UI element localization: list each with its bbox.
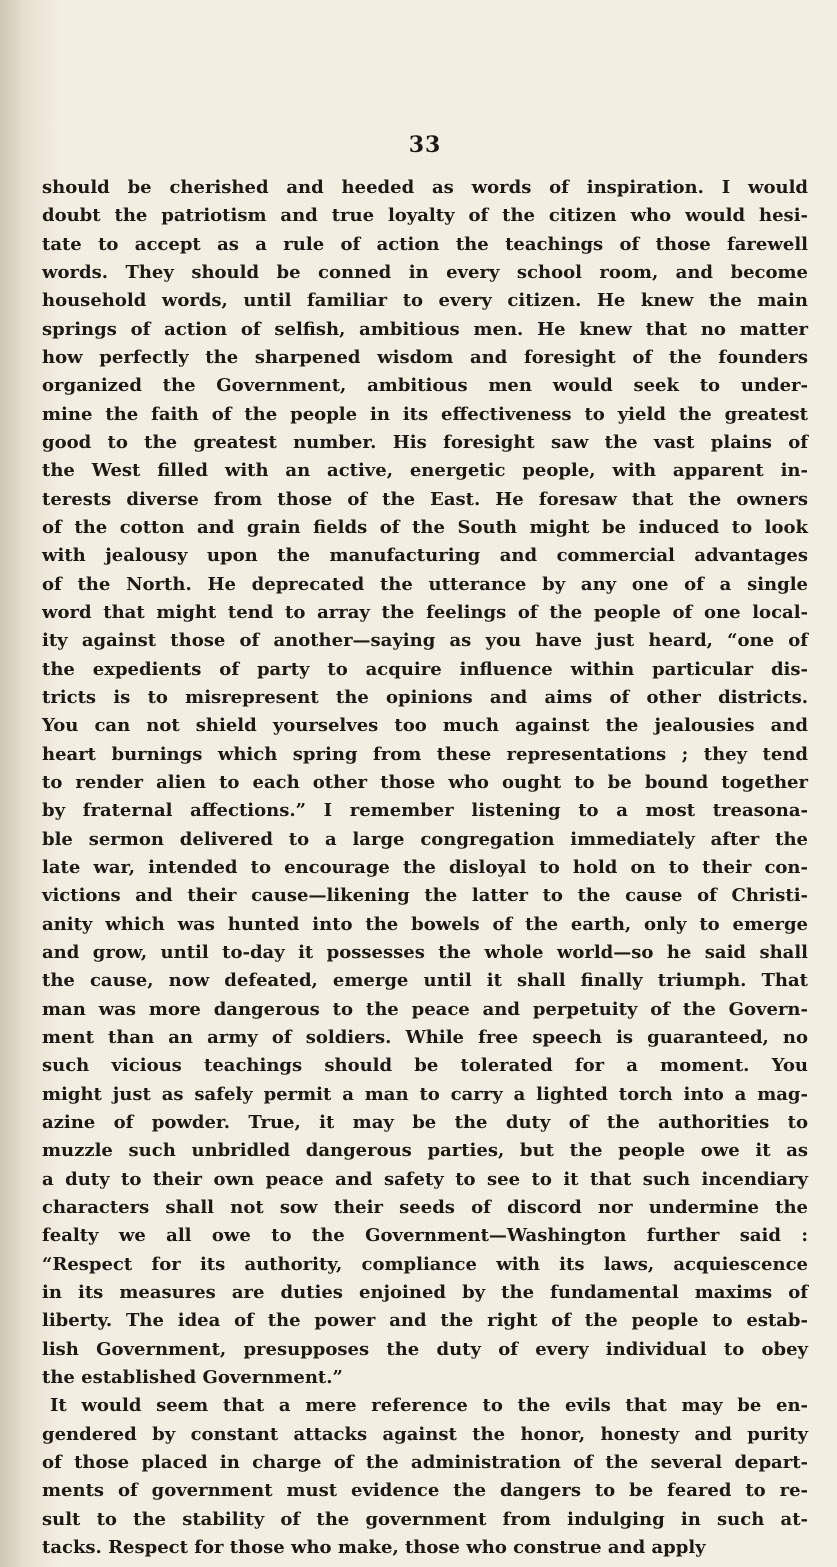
text-line: household words, until familiar to every citizen. He knew the main xyxy=(42,290,808,312)
text-line: tricts is to misrepresent the opinions and aims of other districts. xyxy=(42,687,808,708)
text-line: anity which was hunted into the bowels of the earth, only to emerge xyxy=(42,913,808,935)
text-line: lish Government, presupposes the duty of every individual to obey xyxy=(42,1338,808,1360)
text-line: in its measures are duties enjoined by the fundamental maxims of xyxy=(42,1282,808,1303)
text-line: of the North. He deprecated the utterance by any one of a single xyxy=(42,573,808,595)
text-line: gendered by constant attacks against the honor, honesty and purity xyxy=(42,1423,808,1445)
text-line: tate to accept as a rule of action the teachings of those farewell xyxy=(42,233,808,255)
text-line: ble sermon delivered to a large congregation immediately after the xyxy=(42,828,808,850)
text-line: the expedients of party to acquire influence within particular dis- xyxy=(42,658,808,680)
text-line: organized the Government, ambitious men would seek to under- xyxy=(42,375,808,397)
text-line: mine the faith of the people in its effectiveness to yield the greatest xyxy=(42,403,808,425)
text-line: ity against those of another—saying as you have just heard, “one of xyxy=(42,630,808,652)
text-line: tacks. Respect for those who make, those who construe and apply xyxy=(42,1537,706,1558)
text-line: It would seem that a mere reference to the evils that may be en- xyxy=(50,1395,808,1417)
text-line: characters shall not sow their seeds of discord nor undermine the xyxy=(42,1197,808,1218)
text-line: “Respect for its authority, compliance with its laws, acquiescence xyxy=(42,1253,808,1275)
text-line: ments of government must evidence the dangers to be feared to re- xyxy=(42,1480,808,1502)
text-line: words. They should be conned in every school room, and become xyxy=(42,262,808,283)
text-line: man was more dangerous to the peace and perpetuity of the Govern- xyxy=(42,998,808,1020)
text-line: springs of action of selfish, ambitious men. He knew that no matter xyxy=(42,318,808,340)
text-line: word that might tend to array the feelings of the people of one local- xyxy=(42,602,808,623)
text-line: azine of powder. True, it may be the duty of the authorities to xyxy=(42,1112,808,1133)
text-line: liberty. The idea of the power and the right of the people to estab- xyxy=(42,1310,808,1332)
text-line: might just as safely permit a man to carry a lighted torch into a mag- xyxy=(42,1083,808,1105)
text-line: heart burnings which spring from these representations ; they tend xyxy=(42,743,808,765)
text-line: should be cherished and heeded as words of inspiration. I would xyxy=(42,177,808,198)
text-line: such vicious teachings should be tolerated for a moment. You xyxy=(42,1055,808,1077)
text-line: sult to the stability of the government from indulging in such at- xyxy=(42,1508,808,1530)
text-line: a duty to their own peace and safety to see to it that such incendiary xyxy=(42,1168,808,1190)
text-line: of those placed in charge of the administration of the several depart- xyxy=(42,1452,808,1473)
text-line: ment than an army of soldiers. While free speech is guaranteed, no xyxy=(42,1027,808,1048)
text-line: to render alien to each other those who ought to be bound together xyxy=(42,772,808,793)
text-line: fealty we all owe to the Government—Washington further said : xyxy=(42,1225,808,1247)
text-line: good to the greatest number. His foresight saw the vast plains of xyxy=(42,432,808,453)
text-line: doubt the patriotism and true loyalty of the citizen who would hesi- xyxy=(42,205,808,227)
text-line: muzzle such unbridled dangerous parties, but the people owe it as xyxy=(42,1140,808,1162)
text-line: the cause, now defeated, emerge until it shall finally triumph. That xyxy=(42,970,808,992)
text-line: with jealousy upon the manufacturing and commercial advantages xyxy=(42,545,808,567)
text-line: You can not shield yourselves too much against the jealousies and xyxy=(42,715,808,737)
text-line: terests diverse from those of the East. He foresaw that the owners xyxy=(42,488,808,510)
text-line: and grow, until to-day it possesses the whole world—so he said shall xyxy=(42,942,808,963)
text-line: the West filled with an active, energetic people, with apparent in- xyxy=(42,460,808,482)
text-line: the established Government.” xyxy=(42,1367,343,1388)
text-line: late war, intended to encourage the disloyal to hold on to their con- xyxy=(42,857,808,878)
text-line: how perfectly the sharpened wisdom and foresight of the founders xyxy=(42,347,808,368)
book-page xyxy=(42,0,808,1567)
text-line: of the cotton and grain fields of the South might be induced to look xyxy=(42,517,808,538)
text-line: by fraternal affections.” I remember listening to a most treasona- xyxy=(42,800,808,822)
text-line: victions and their cause—likening the latter to the cause of Christi- xyxy=(42,885,808,907)
page-number: 33 xyxy=(408,132,442,158)
